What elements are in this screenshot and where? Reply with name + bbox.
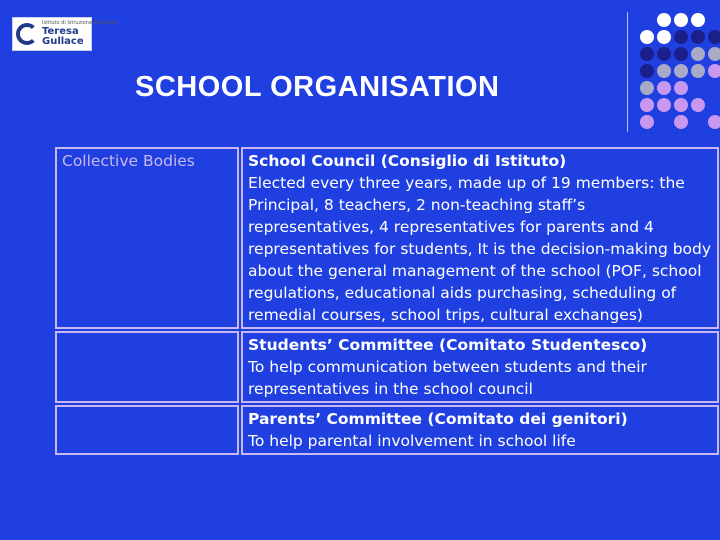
table-content-cell: [241, 147, 719, 329]
decorative-dot: [657, 81, 671, 95]
decorative-dot: [674, 64, 688, 78]
decorative-dot: [674, 30, 688, 44]
decorative-dot: [708, 30, 720, 44]
decorative-dot: [674, 115, 688, 129]
decorative-dot: [691, 13, 705, 27]
decorative-dot: [691, 30, 705, 44]
parents-committee-heading: Parents’ Committee (Comitato dei genitori): [248, 410, 628, 428]
decorative-dot: [674, 47, 688, 61]
school-logo: [12, 17, 118, 51]
students-committee-text: To help communication between students and their representatives in the school council: [248, 358, 647, 398]
logo-name-line1: Teresa: [42, 26, 79, 37]
decorative-dot: [674, 98, 688, 112]
collective-bodies-label: Collective Bodies: [62, 152, 195, 170]
school-council-text: Elected every three years, made up of 19 members: the Principal, 8 teachers, 2 non-teaching staff’s representatives, 4 representatives for parents and 4 representatives for students, It is the decision-making body about the general management of the school (POF, school regulations, educational aids purchasing, scheduling of remedial courses, school trips, cultural exchanges): [248, 174, 712, 324]
decorative-dot: [640, 64, 654, 78]
decorative-dot: [657, 98, 671, 112]
table-label-cell-empty: [55, 405, 239, 455]
table-content-cell: [241, 405, 719, 455]
decorative-dot: [691, 64, 705, 78]
decorative-dot: [640, 30, 654, 44]
decorative-dot: [674, 81, 688, 95]
decorative-dot: [640, 81, 654, 95]
table-label-cell-empty: [55, 331, 239, 403]
decorative-dot: [657, 30, 671, 44]
table-row: [55, 147, 719, 329]
decorative-dot: [708, 115, 720, 129]
decorative-dot: [691, 47, 705, 61]
students-committee-heading: Students’ Committee (Comitato Studentesco): [248, 336, 648, 354]
table-label-cell: [55, 147, 239, 329]
decorative-dot: [674, 13, 688, 27]
decorative-dot: [640, 115, 654, 129]
decorative-dot: [691, 98, 705, 112]
logo-subtitle: Istituto di Istruzione Superiore: [42, 20, 118, 26]
decorative-dot: [657, 47, 671, 61]
decorative-dot: [708, 47, 720, 61]
logo-emblem-icon: [16, 23, 38, 45]
table-row: [55, 331, 719, 403]
decorative-dot: [657, 64, 671, 78]
logo-name-line2: Gullace: [42, 36, 84, 47]
slide-title: SCHOOL ORGANISATION: [135, 71, 500, 103]
title-divider: [627, 12, 628, 132]
parents-committee-text: To help parental involvement in school life: [248, 432, 576, 450]
decorative-dot: [640, 98, 654, 112]
decorative-dot: [657, 13, 671, 27]
decorative-dot: [640, 47, 654, 61]
table-content-cell: [241, 331, 719, 403]
organisation-table: [53, 145, 720, 457]
decorative-dot: [708, 64, 720, 78]
school-council-heading: School Council (Consiglio di Istituto): [248, 152, 567, 170]
table-row: [55, 405, 719, 455]
